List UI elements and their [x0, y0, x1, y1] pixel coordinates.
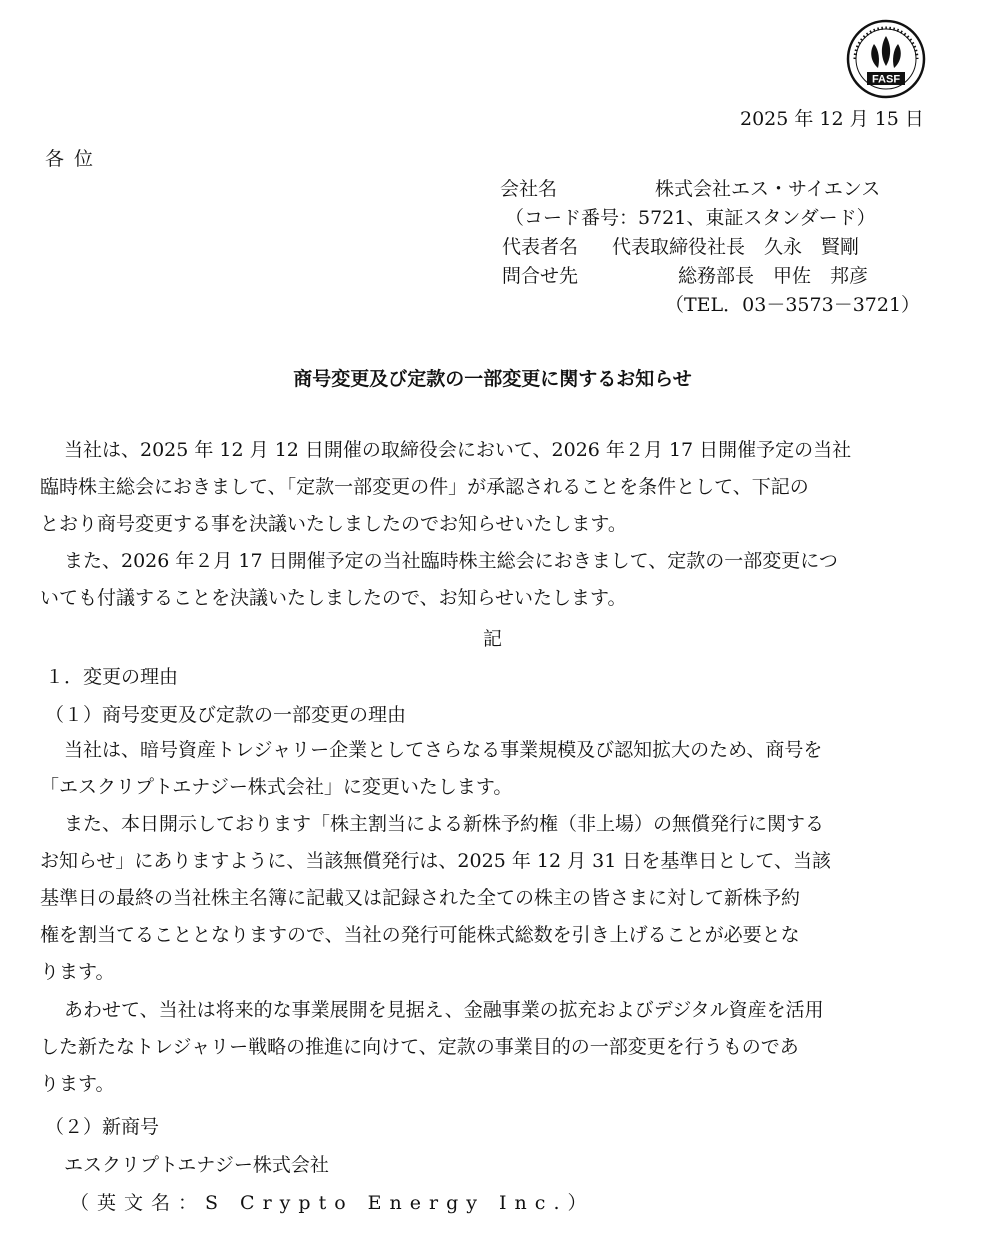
reason-p2-line: 基準日の最終の当社株主名簿に記載又は記録された全ての株主の皆さまに対して新株予約 [40, 887, 801, 909]
document-date: 2025 年 12 月 15 日 [740, 108, 924, 130]
contact-label: 問合せ先 [502, 265, 579, 287]
reason-p1-line: 「エスクリプトエナジー株式会社」に変更いたします。 [40, 776, 513, 798]
reason-paragraph-2 [40, 806, 930, 991]
reason-p3-line: した新たなトレジャリー戦略の推進に向けて、定款の事業目的の一部変更を行うものであ [40, 1036, 799, 1058]
subsection-heading-2: （２）新商号 [45, 1116, 160, 1138]
intro-p1-line: とおり商号変更する事を決議いたしましたのでお知らせいたします。 [40, 513, 627, 535]
reason-paragraph-3 [40, 992, 930, 1103]
ki-marker: 記 [482, 628, 502, 650]
representative-label: 代表者名 [502, 236, 579, 258]
english-company-name: （英文名：S Crypto Energy Inc.） [70, 1192, 595, 1214]
reason-p2-line: また、本日開示しております「株主割当による新株予約権（非上場）の無償発行に関する [64, 813, 825, 835]
intro-paragraph-1 [40, 432, 930, 543]
reason-p2-line: ります。 [40, 961, 115, 983]
fasf-logo [845, 18, 927, 100]
contact-tel: （TEL．03－3573－3721） [665, 294, 921, 316]
reason-p2-line: お知らせ」にありますように、当該無償発行は、2025 年 12 月 31 日を基準日として、当該 [40, 850, 831, 872]
reason-p1-line: 当社は、暗号資産トレジャリー企業としてさらなる事業規模及び認知拡大のため、商号を [64, 739, 823, 761]
contact-value: 総務部長 甲佐 邦彦 [678, 265, 869, 287]
intro-p1-line: 当社は、2025 年 12 月 12 日開催の取締役会において、2026 年２月 17 日開催予定の当社 [64, 439, 852, 461]
new-company-name: エスクリプトエナジー株式会社 [64, 1154, 329, 1176]
addressee: 各位 [45, 148, 104, 170]
reason-p2-line: 権を割当てることとなりますので、当社の発行可能株式総数を引き上げることが必要とな [40, 924, 800, 946]
intro-p2-line: また、2026 年２月 17 日開催予定の当社臨時株主総会におきまして、定款の一部変更につ [64, 550, 838, 572]
reason-p3-line: ります。 [40, 1073, 115, 1095]
intro-p2-line: いても付議することを決議いたしましたので、お知らせいたします。 [40, 587, 627, 609]
reason-paragraph-1 [40, 732, 930, 806]
company-name-label: 会社名 [500, 178, 558, 200]
logo-text: FASF [871, 73, 901, 86]
intro-p1-line: 臨時株主総会におきまして、「定款一部変更の件」が承認されることを条件として、下記の [40, 476, 809, 498]
section-heading: １．変更の理由 [45, 666, 179, 688]
representative-value: 代表取締役社長 久永 賢剛 [612, 236, 860, 258]
reason-p3-line: あわせて、当社は将来的な事業展開を見据え、金融事業の拡充およびデジタル資産を活用 [64, 999, 824, 1021]
intro-paragraph-2 [40, 543, 930, 617]
company-code: （コード番号：5721、東証スタンダード） [505, 207, 876, 229]
document-title: 商号変更及び定款の一部変更に関するお知らせ [293, 368, 692, 390]
company-name-value: 株式会社エス・サイエンス [655, 178, 881, 200]
subsection-heading-1: （１）商号変更及び定款の一部変更の理由 [45, 704, 407, 726]
